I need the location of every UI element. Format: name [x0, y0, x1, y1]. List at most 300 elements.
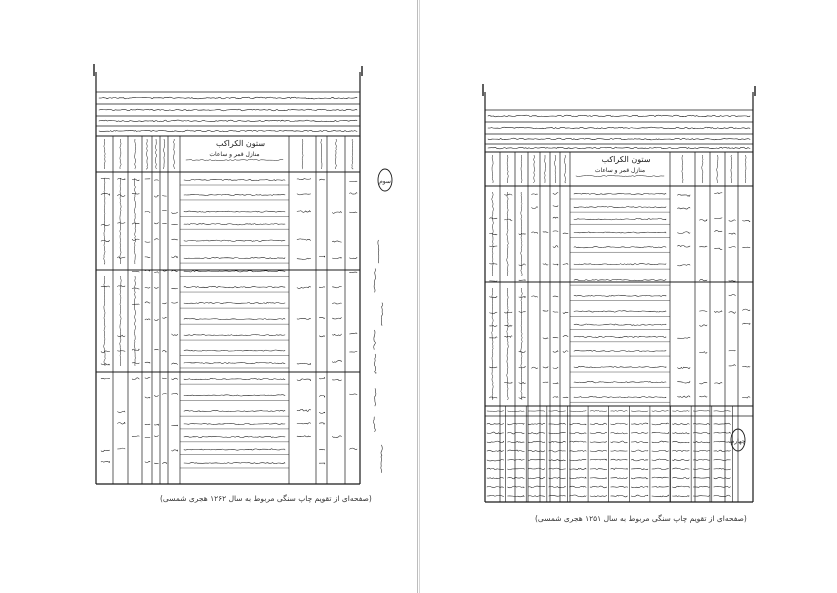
entry-handwriting	[574, 295, 666, 296]
cell-mark	[297, 363, 311, 364]
bottom-band-handwriting	[508, 432, 525, 434]
cell-mark	[505, 219, 513, 221]
bottom-band-handwriting	[652, 432, 669, 433]
vertical-handwriting-stroke	[374, 417, 376, 432]
cell-mark	[700, 396, 708, 397]
cell-mark	[563, 264, 568, 265]
entry-handwriting	[574, 219, 666, 220]
cell-mark	[715, 218, 723, 219]
header-handwriting	[488, 115, 750, 117]
cell-mark	[678, 338, 691, 339]
cell-mark	[154, 319, 158, 320]
cell-mark	[490, 297, 498, 298]
bottom-band-handwriting	[508, 423, 525, 425]
cell-mark	[132, 271, 139, 272]
bottom-band-handwriting	[673, 424, 690, 425]
cell-mark	[172, 363, 178, 364]
bottom-band-handwriting	[631, 450, 648, 452]
bottom-band-handwriting	[590, 450, 607, 451]
bottom-band-handwriting	[652, 477, 669, 478]
cell-mark	[519, 311, 526, 312]
cell-mark	[154, 180, 158, 181]
cell-mark	[172, 393, 178, 394]
cell-mark	[563, 351, 568, 353]
vertical-handwriting-stroke	[717, 155, 718, 183]
bottom-band-handwriting	[549, 486, 566, 487]
bottom-band-handwriting	[590, 423, 607, 425]
cell-mark	[145, 211, 150, 212]
right-page-caption: (صفحه‌ای از تقویم چاپ سنگی مربوط به سال ۱۲۵۱ هجری شمسی)	[535, 514, 747, 523]
cell-mark	[519, 264, 526, 266]
cell-mark	[700, 246, 708, 247]
bottom-band-handwriting	[549, 433, 566, 434]
cell-mark	[553, 296, 558, 297]
cell-mark	[678, 245, 691, 247]
cell-mark	[118, 195, 126, 197]
cell-mark	[350, 448, 358, 450]
cell-mark	[743, 366, 751, 367]
vertical-handwriting-stroke	[174, 139, 175, 169]
cell-mark	[678, 381, 691, 383]
cell-mark	[297, 423, 311, 424]
vertical-handwriting-stroke	[155, 139, 156, 169]
cell-mark	[145, 461, 150, 462]
bottom-band-handwriting	[611, 486, 628, 487]
entry-handwriting	[184, 423, 285, 424]
cell-mark	[172, 256, 178, 258]
vertical-handwriting-stroke	[381, 303, 382, 326]
vertical-handwriting-stroke	[375, 388, 376, 406]
header-handwriting	[488, 127, 750, 129]
cell-mark	[743, 397, 751, 398]
cell-mark	[145, 288, 150, 289]
cell-mark	[519, 234, 526, 235]
cell-mark	[553, 383, 558, 384]
bottom-band-handwriting	[652, 450, 669, 451]
cell-mark	[162, 394, 166, 395]
vertical-handwriting-stroke	[352, 139, 353, 169]
cell-mark	[350, 212, 358, 213]
cell-mark	[715, 311, 723, 313]
column-header-subtitle: منازل قمر و ساعات	[209, 151, 260, 158]
cell-mark	[145, 302, 150, 303]
cell-mark	[543, 338, 548, 339]
cell-mark	[172, 334, 178, 335]
vertical-handwriting-stroke	[163, 139, 164, 169]
bottom-band-handwriting	[570, 486, 587, 488]
entry-handwriting	[574, 350, 666, 351]
bottom-band-handwriting	[673, 460, 690, 461]
cell-mark	[678, 232, 691, 234]
bottom-band-handwriting	[693, 459, 710, 460]
cell-mark	[297, 409, 311, 411]
cell-mark	[297, 211, 311, 213]
vertical-handwriting-stroke	[507, 192, 509, 276]
entry-handwriting	[184, 179, 285, 180]
cell-mark	[543, 232, 548, 233]
bottom-band-handwriting	[673, 450, 690, 451]
cell-mark	[532, 296, 538, 297]
bottom-band-handwriting	[652, 468, 669, 470]
bottom-band-handwriting	[570, 459, 587, 460]
cell-mark	[553, 312, 558, 313]
cell-mark	[553, 193, 558, 195]
cell-mark	[132, 349, 139, 350]
cell-mark	[132, 223, 139, 224]
cell-mark	[350, 258, 358, 259]
cell-mark	[118, 422, 126, 424]
cell-mark	[532, 367, 538, 368]
cell-mark	[563, 397, 568, 398]
cell-mark	[553, 351, 558, 353]
cell-mark	[350, 181, 358, 182]
cell-mark	[172, 239, 178, 240]
cell-mark	[729, 281, 736, 282]
bottom-band-handwriting	[549, 441, 566, 443]
bottom-band-handwriting	[528, 450, 545, 451]
bottom-band-handwriting	[611, 441, 628, 443]
cell-mark	[101, 286, 110, 287]
cell-mark	[118, 411, 126, 412]
vertical-handwriting-stroke	[104, 139, 105, 169]
bottom-band-handwriting	[508, 442, 525, 443]
entry-handwriting	[184, 257, 285, 258]
bottom-band-handwriting	[549, 477, 566, 479]
bottom-band-handwriting	[590, 486, 607, 488]
cell-mark	[332, 286, 341, 288]
bottom-band-handwriting	[631, 459, 648, 461]
handwriting-stroke	[631, 411, 648, 412]
cell-mark	[162, 303, 166, 304]
cell-mark	[700, 220, 708, 222]
cell-mark	[154, 395, 158, 396]
right-page	[419, 0, 837, 593]
cell-mark	[490, 233, 498, 235]
vertical-handwriting-stroke	[521, 155, 522, 183]
cell-mark	[118, 223, 126, 224]
bottom-band-handwriting	[528, 496, 545, 497]
bottom-band-handwriting	[611, 451, 628, 452]
bottom-band-handwriting	[631, 478, 648, 479]
cell-mark	[118, 257, 126, 258]
cell-mark	[700, 311, 708, 312]
cell-mark	[332, 303, 341, 304]
left-calendar-table	[0, 0, 418, 593]
entry-handwriting	[574, 264, 666, 265]
handwriting-stroke	[714, 411, 731, 412]
cell-mark	[162, 210, 166, 211]
entry-handwriting	[184, 462, 285, 463]
cell-mark	[532, 207, 538, 209]
entry-handwriting	[574, 397, 666, 398]
cell-mark	[505, 382, 513, 383]
cell-mark	[297, 194, 311, 195]
handwriting-stroke	[186, 159, 283, 160]
cell-mark	[553, 246, 558, 248]
cell-mark	[490, 397, 498, 398]
cell-mark	[172, 302, 178, 303]
entry-handwriting	[184, 410, 285, 411]
vertical-handwriting-stroke	[120, 276, 121, 366]
header-handwriting	[99, 120, 357, 122]
cell-mark	[319, 463, 325, 464]
cell-mark	[319, 449, 325, 450]
cell-mark	[101, 450, 110, 452]
cell-mark	[297, 379, 311, 381]
bottom-band-handwriting	[508, 450, 525, 451]
cell-mark	[172, 450, 178, 451]
bottom-band-handwriting	[631, 442, 648, 443]
entry-handwriting	[574, 193, 666, 194]
bottom-band-handwriting	[652, 487, 669, 488]
entry-handwriting	[574, 336, 666, 337]
bottom-band-handwriting	[528, 442, 545, 443]
bottom-band-handwriting	[528, 477, 545, 478]
bottom-band-handwriting	[673, 433, 690, 434]
cell-mark	[519, 351, 526, 353]
cell-mark	[154, 287, 158, 288]
cell-mark	[101, 178, 110, 179]
vertical-handwriting-stroke	[134, 276, 135, 366]
cell-mark	[490, 326, 498, 327]
bottom-band-handwriting	[487, 468, 504, 469]
cell-mark	[172, 212, 178, 213]
vertical-handwriting-stroke	[120, 139, 121, 169]
cell-mark	[519, 366, 526, 368]
bottom-band-handwriting	[528, 459, 545, 460]
entry-handwriting	[184, 318, 285, 319]
left-page	[0, 0, 418, 593]
bottom-band-handwriting	[631, 469, 648, 470]
entry-handwriting	[574, 247, 666, 248]
bottom-band-handwriting	[693, 469, 710, 470]
bottom-band-handwriting	[652, 495, 669, 497]
bottom-band-handwriting	[714, 441, 731, 442]
handwriting-stroke	[673, 410, 690, 411]
vertical-handwriting-stroke	[374, 354, 376, 374]
cell-mark	[172, 288, 178, 289]
cell-mark	[553, 396, 558, 397]
cell-mark	[162, 463, 166, 464]
cell-mark	[162, 317, 166, 318]
vertical-handwriting-stroke	[302, 139, 303, 169]
bottom-band-handwriting	[714, 477, 731, 479]
bottom-band-handwriting	[714, 487, 731, 488]
cell-mark	[563, 336, 568, 337]
cell-mark	[154, 436, 158, 437]
cell-mark	[729, 233, 736, 234]
cell-mark	[519, 397, 526, 398]
handwriting-stroke	[487, 411, 504, 412]
bottom-band-handwriting	[487, 459, 504, 461]
column-header-title: ستون الکراکب	[215, 139, 266, 148]
cell-mark	[319, 256, 325, 257]
bottom-band-handwriting	[590, 442, 607, 443]
cell-mark	[729, 247, 736, 248]
entry-handwriting	[184, 436, 285, 437]
bottom-band-handwriting	[714, 450, 731, 452]
bottom-band-handwriting	[487, 486, 504, 487]
bottom-band-handwriting	[487, 495, 504, 496]
entry-handwriting	[574, 382, 666, 383]
cell-mark	[332, 379, 341, 380]
entry-handwriting	[184, 362, 285, 364]
cell-mark	[678, 194, 691, 196]
bottom-band-handwriting	[549, 450, 566, 452]
bottom-band-handwriting	[673, 477, 690, 479]
cell-mark	[118, 448, 126, 449]
vertical-handwriting-stroke	[381, 445, 382, 473]
cell-mark	[118, 335, 126, 337]
vertical-handwriting-stroke	[135, 139, 136, 169]
cell-mark	[319, 317, 325, 318]
right-calendar-table	[420, 0, 837, 593]
bottom-band-handwriting	[570, 432, 587, 433]
bottom-band-handwriting	[714, 460, 731, 461]
cell-mark	[729, 365, 736, 366]
cell-mark	[350, 193, 358, 194]
cell-mark	[101, 224, 110, 225]
vertical-handwriting-stroke	[702, 155, 703, 183]
bottom-band-handwriting	[631, 432, 648, 433]
bottom-band-handwriting	[570, 450, 587, 451]
bottom-band-handwriting	[549, 468, 566, 469]
entry-handwriting	[184, 335, 285, 336]
entry-handwriting	[184, 449, 285, 450]
cell-mark	[532, 194, 538, 195]
bottom-band-handwriting	[611, 433, 628, 434]
cell-mark	[319, 412, 325, 413]
cell-mark	[132, 378, 139, 380]
bottom-band-handwriting	[611, 478, 628, 479]
bottom-band-handwriting	[611, 459, 628, 460]
bottom-band-handwriting	[508, 459, 525, 460]
cell-mark	[715, 383, 723, 384]
bottom-band-handwriting	[528, 486, 545, 488]
header-handwriting	[488, 147, 750, 149]
cell-mark	[132, 179, 139, 180]
cell-mark	[297, 436, 311, 437]
handwriting-stroke	[508, 411, 525, 412]
entry-handwriting	[574, 232, 666, 233]
cell-mark	[553, 231, 558, 232]
cell-mark	[145, 242, 150, 243]
bottom-band-handwriting	[652, 459, 669, 461]
bottom-band-handwriting	[487, 451, 504, 452]
cell-mark	[519, 297, 526, 298]
cell-mark	[700, 352, 708, 354]
bottom-band-handwriting	[714, 468, 731, 469]
cell-mark	[162, 350, 166, 352]
entry-handwriting	[184, 350, 285, 351]
bottom-band-handwriting	[652, 423, 669, 425]
bottom-band-handwriting	[570, 468, 587, 470]
bottom-band-handwriting	[528, 468, 545, 470]
cell-mark	[332, 212, 341, 214]
bottom-band-handwriting	[693, 423, 710, 424]
cell-mark	[172, 378, 178, 379]
cell-mark	[729, 294, 736, 295]
bottom-band-handwriting	[693, 486, 710, 487]
cell-mark	[715, 193, 723, 194]
vertical-handwriting-stroke	[120, 178, 121, 264]
bottom-band-handwriting	[508, 477, 525, 479]
cell-mark	[162, 378, 166, 379]
vertical-handwriting-stroke	[335, 139, 336, 169]
handwriting-stroke	[576, 175, 664, 176]
entry-handwriting	[184, 286, 285, 288]
entry-handwriting	[184, 211, 285, 212]
bottom-band-handwriting	[549, 460, 566, 461]
vertical-handwriting-stroke	[745, 155, 746, 183]
cell-mark	[297, 258, 311, 259]
entry-handwriting	[184, 271, 285, 272]
cell-mark	[118, 351, 126, 352]
cell-mark	[532, 232, 538, 234]
bottom-band-handwriting	[611, 423, 628, 425]
cell-mark	[118, 178, 126, 179]
cell-mark	[700, 325, 708, 326]
cell-mark	[350, 351, 358, 352]
vertical-handwriting-stroke	[565, 155, 566, 183]
vertical-handwriting-stroke	[146, 139, 147, 169]
cell-mark	[505, 312, 513, 313]
handwriting-stroke	[590, 410, 607, 411]
cell-mark	[678, 367, 691, 369]
cell-mark	[350, 333, 358, 334]
cell-mark	[319, 336, 325, 337]
bottom-band-handwriting	[714, 432, 731, 433]
entry-handwriting	[574, 279, 666, 280]
bottom-band-handwriting	[631, 423, 648, 424]
cell-mark	[543, 310, 548, 311]
cell-mark	[490, 312, 498, 313]
bottom-band-handwriting	[528, 432, 545, 434]
bottom-band-handwriting	[570, 423, 587, 424]
cell-mark	[145, 377, 150, 378]
cell-mark	[154, 424, 158, 425]
entry-handwriting	[574, 324, 666, 325]
bottom-band-handwriting	[611, 495, 628, 496]
vertical-handwriting-stroke	[544, 155, 545, 183]
bottom-band-handwriting	[673, 468, 690, 470]
bottom-band-handwriting	[570, 495, 587, 497]
bottom-band-handwriting	[590, 469, 607, 470]
vertical-handwriting-stroke	[731, 155, 732, 183]
vertical-handwriting-stroke	[104, 178, 105, 264]
cell-mark	[162, 196, 166, 197]
cell-mark	[700, 279, 708, 280]
header-handwriting	[488, 138, 750, 140]
cell-mark	[553, 206, 558, 207]
cell-mark	[543, 367, 548, 368]
cell-mark	[729, 220, 736, 221]
cell-mark	[543, 382, 548, 383]
entry-handwriting	[184, 395, 285, 396]
handwriting-stroke	[549, 411, 566, 412]
bottom-band-handwriting	[549, 423, 566, 424]
cell-mark	[154, 272, 158, 273]
bottom-band-handwriting	[611, 468, 628, 469]
cell-mark	[729, 312, 736, 314]
entry-handwriting	[184, 194, 285, 195]
cell-mark	[145, 362, 150, 363]
entry-handwriting	[184, 378, 285, 379]
bottom-band-handwriting	[508, 486, 525, 488]
cell-mark	[490, 337, 498, 338]
cell-mark	[490, 367, 498, 368]
bottom-band-handwriting	[714, 495, 731, 496]
